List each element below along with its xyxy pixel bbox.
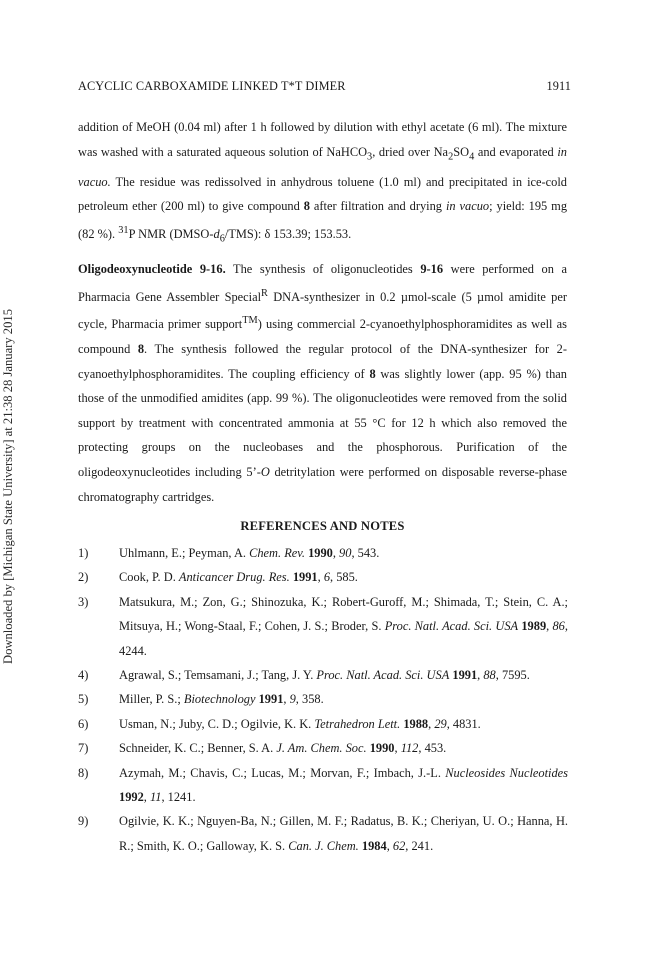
reference-year: 1990 <box>308 546 333 560</box>
p1-text: SO <box>453 144 470 159</box>
reference-journal: Chem. Rev. <box>249 546 305 560</box>
reference-authors: Usman, N.; Juby, C. D.; Ogilvie, K. K. <box>119 716 315 731</box>
reference-number: 5) <box>78 692 89 707</box>
reference-separator: , <box>283 692 290 707</box>
p1-text: after filtration and drying <box>309 199 446 214</box>
reference-separator: , <box>332 546 340 560</box>
p2-compound-number: 8 <box>369 366 376 381</box>
p1-text: The residue was redissolved in anhydrous toluene (1.0 ml) and precipitated in ice-cold petroleum ether (200 ml) to give compound <box>78 174 567 214</box>
reference-item <box>78 687 568 711</box>
reference-authors: Uhlmann, E.; Peyman, A. <box>119 546 250 560</box>
reference-item <box>78 541 568 565</box>
reference-text <box>119 590 568 663</box>
p1-text: and evaporated <box>474 144 558 159</box>
p2-heading: Oligodeoxynucleotide 9-16. <box>78 262 226 276</box>
reference-separator: , <box>143 790 150 805</box>
p1-sup: 31 <box>118 224 129 236</box>
reference-volume: 88 <box>483 668 496 683</box>
p1-compound-number: 8 <box>303 199 310 214</box>
running-title: ACYCLIC CARBOXAMIDE LINKED T*T DIMER <box>78 79 346 93</box>
reference-separator: , <box>477 668 484 683</box>
p2-sup: R <box>261 287 268 299</box>
reference-pages: , 585. <box>330 570 358 585</box>
reference-year: 1991 <box>452 668 478 683</box>
reference-number: 6) <box>78 716 89 731</box>
p2-sup: TM <box>242 315 258 327</box>
download-watermark <box>0 296 16 676</box>
p2-text: DNA-synthesizer in 0.2 µmol-scale (5 µmol amidite per cycle, Pharmacia primer support <box>78 289 567 332</box>
p2-text: detritylation were performed on disposable reverse-phase chromatography cartridges. <box>78 465 567 504</box>
reference-number: 1) <box>78 546 89 560</box>
reference-journal: Anticancer Drug. Res. <box>178 570 290 585</box>
p1-sub: 2 <box>448 151 454 163</box>
reference-pages: , 358. <box>295 692 324 707</box>
p1-sub: 3 <box>367 151 373 163</box>
p2-text: ) using commercial 2-cyanoethylphosphoramidites as well as compound <box>78 317 567 357</box>
p1-italic: d <box>213 226 220 241</box>
reference-authors: Ogilvie, K. K.; Nguyen-Ba, N.; Gillen, M. F.; Radatus, B. K.; Cheriyan, U. O.; Hanna, H. R.; Smith, K. O.; Galloway, K. S. <box>119 814 568 853</box>
reference-text <box>119 809 568 858</box>
reference-item <box>78 565 568 589</box>
p2-compound-number: 8 <box>137 342 145 357</box>
p1-text: P NMR (DMSO- <box>128 226 214 241</box>
reference-number: 3) <box>78 594 89 609</box>
p2-italic: O <box>260 465 270 479</box>
reference-separator: , <box>546 619 553 634</box>
reference-authors: Azymah, M.; Chavis, C.; Lucas, M.; Morvan, F.; Imbach, J.-L. <box>119 765 446 780</box>
page-number: 1911 <box>546 79 571 93</box>
p2-compound-range: 9-16 <box>420 262 444 276</box>
paragraph-synthesis-end <box>78 115 567 252</box>
reference-number: 7) <box>78 741 89 756</box>
reference-number: 2) <box>78 570 89 585</box>
references-heading: REFERENCES AND NOTES <box>240 519 405 533</box>
reference-separator: , <box>428 716 435 731</box>
reference-text <box>119 687 568 711</box>
reference-pages: , 1241. <box>161 790 196 805</box>
reference-authors: Agrawal, S.; Temsamani, J.; Tang, J. Y. <box>119 668 317 683</box>
reference-separator: , <box>394 741 401 756</box>
reference-pages: , 241. <box>405 838 434 853</box>
reference-text <box>119 736 568 760</box>
reference-authors: Schneider, K. C.; Benner, S. A. <box>119 741 277 756</box>
p1-italic: in vacuo <box>445 199 490 214</box>
p1-text: /TMS): δ 153.39; 153.53. <box>224 226 352 241</box>
reference-number: 8) <box>78 765 89 780</box>
p1-text: , dried over Na <box>372 144 449 159</box>
download-watermark-text: Downloaded by [Michigan State University] at 21:38 28 January 2015 <box>0 308 15 664</box>
reference-item <box>78 761 568 810</box>
reference-authors: Matsukura, M.; Zon, G.; Shinozuka, K.; Robert-Guroff, M.; Shimada, T.; Stein, C. A.; Mitsuya, H.; Wong-Staal, F.; Cohen, J. S.; Broder, S. <box>119 594 568 634</box>
reference-text <box>119 565 568 589</box>
reference-year: 1988 <box>403 716 429 731</box>
references-list <box>78 541 568 858</box>
p2-text: was slightly lower (app. 95 %) than those of the unmodified amidites (app. 99 %). The oligonucleotides were removed from the solid support by treatment with concentrated ammonia at 55 °C for 12 h which also removed the protecting groups on the nucleobases and the phosphorous. Purification of the oligodeoxynucleotides including 5’- <box>78 366 567 479</box>
reference-year: 1989 <box>521 619 547 634</box>
reference-journal: Biotechnology <box>183 692 256 707</box>
p2-text: The synthesis of oligonucleotides <box>225 262 421 276</box>
reference-volume: 6 <box>323 570 331 585</box>
reference-volume: 112 <box>400 741 419 756</box>
reference-separator: , <box>317 570 324 585</box>
reference-volume: 86 <box>552 619 565 634</box>
p1-italic: in vacuo. <box>78 144 567 189</box>
reference-separator: , <box>386 838 393 853</box>
reference-number: 9) <box>78 814 89 829</box>
reference-pages: , 7595. <box>495 668 530 683</box>
reference-volume: 11 <box>149 790 162 805</box>
reference-year: 1992 <box>119 790 144 805</box>
reference-year: 1991 <box>258 692 284 707</box>
reference-pages: , 4244. <box>119 619 568 658</box>
reference-volume: 90 <box>339 546 352 560</box>
reference-volume: 62 <box>392 838 406 853</box>
p1-text: ; yield: 195 mg (82 %). <box>78 199 568 241</box>
running-header <box>78 79 571 95</box>
reference-item <box>78 809 568 858</box>
reference-text <box>119 761 568 810</box>
reference-text <box>119 541 568 565</box>
reference-pages: , 4831. <box>446 716 481 731</box>
reference-journal: Tetrahedron Lett. <box>314 716 401 731</box>
reference-journal: Proc. Natl. Acad. Sci. USA <box>316 668 450 683</box>
p1-text: addition of MeOH (0.04 ml) after 1 h followed by dilution with ethyl acetate (6 ml). The mixture was washed with a saturated aqueous solution of NaHCO <box>78 120 567 159</box>
p1-sub: 6 <box>219 233 225 245</box>
reference-text <box>119 712 568 736</box>
reference-year: 1991 <box>292 570 318 585</box>
reference-text <box>119 663 568 687</box>
p1-sub: 4 <box>469 151 475 163</box>
reference-year: 1984 <box>361 838 387 853</box>
reference-journal: Proc. Natl. Acad. Sci. USA <box>384 619 519 634</box>
p2-text: were performed on a Pharmacia Gene Assembler Special <box>78 262 567 304</box>
paragraph-oligodeoxynucleotide <box>78 257 567 509</box>
reference-authors: Cook, P. D. <box>119 570 179 585</box>
reference-item <box>78 712 568 736</box>
reference-item <box>78 663 568 687</box>
reference-item <box>78 736 568 760</box>
reference-item <box>78 590 568 663</box>
reference-volume: 9 <box>289 692 296 707</box>
reference-pages: , 543. <box>351 546 380 560</box>
reference-journal: Nucleosides Nucleotides <box>445 765 568 780</box>
reference-journal: J. Am. Chem. Soc. <box>276 741 367 756</box>
reference-journal: Can. J. Chem. <box>288 838 359 853</box>
reference-number: 4) <box>78 668 89 683</box>
p2-text: . The synthesis followed the regular protocol of the DNA-synthesizer for 2-cyanoethylphosphoramidites. The coupling efficiency of <box>78 342 567 381</box>
reference-pages: , 453. <box>418 741 447 756</box>
reference-year: 1990 <box>369 741 395 756</box>
reference-volume: 29 <box>434 716 447 731</box>
reference-authors: Miller, P. S.; <box>119 692 184 707</box>
